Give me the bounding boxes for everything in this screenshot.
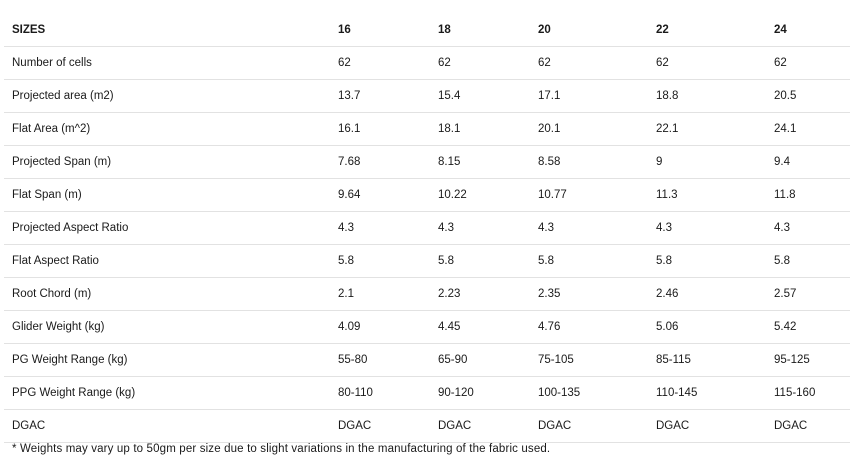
table-cell: 22.1: [648, 113, 766, 146]
table-row: [4, 47, 850, 80]
table-cell: 4.3: [430, 212, 530, 245]
table-cell: 2.1: [330, 278, 430, 311]
table-body: [4, 47, 850, 443]
table-cell: 4.3: [530, 212, 648, 245]
table-cell: DGAC: [430, 410, 530, 443]
table-cell: 5.8: [430, 245, 530, 278]
header-size-16: 16: [330, 14, 430, 47]
table-cell: 16.1: [330, 113, 430, 146]
table-cell: 75-105: [530, 344, 648, 377]
table-cell: 13.7: [330, 80, 430, 113]
table-cell: 62: [430, 47, 530, 80]
table-row: [4, 80, 850, 113]
table-row: [4, 179, 850, 212]
table-cell: 20.5: [766, 80, 850, 113]
table-cell: 9.64: [330, 179, 430, 212]
header-size-18: 18: [430, 14, 530, 47]
header-size-22: 22: [648, 14, 766, 47]
table-cell: 20.1: [530, 113, 648, 146]
table-row: [4, 212, 850, 245]
table-cell: 5.8: [330, 245, 430, 278]
table-cell: 18.8: [648, 80, 766, 113]
table-cell: 62: [648, 47, 766, 80]
table-cell: 2.57: [766, 278, 850, 311]
header-size-24: 24: [766, 14, 850, 47]
table-row: [4, 377, 850, 410]
size-spec-table: [4, 14, 850, 443]
table-cell: 2.46: [648, 278, 766, 311]
table-cell: 24.1: [766, 113, 850, 146]
table-cell: 4.76: [530, 311, 648, 344]
table-cell: 4.45: [430, 311, 530, 344]
row-label: Projected Aspect Ratio: [4, 212, 330, 245]
table-cell: 2.35: [530, 278, 648, 311]
table-cell: 65-90: [430, 344, 530, 377]
table-cell: DGAC: [530, 410, 648, 443]
table-row: [4, 410, 850, 443]
table-cell: 5.06: [648, 311, 766, 344]
table-header-row: [4, 14, 850, 47]
table-cell: DGAC: [766, 410, 850, 443]
table-cell: 10.22: [430, 179, 530, 212]
row-label: Root Chord (m): [4, 278, 330, 311]
table-cell: 4.3: [766, 212, 850, 245]
table-row: [4, 311, 850, 344]
header-size-20: 20: [530, 14, 648, 47]
table-row: [4, 146, 850, 179]
table-cell: 80-110: [330, 377, 430, 410]
table-row: [4, 245, 850, 278]
header-sizes: SIZES: [4, 14, 330, 47]
table-cell: 8.58: [530, 146, 648, 179]
table-cell: 2.23: [430, 278, 530, 311]
row-label: Projected area (m2): [4, 80, 330, 113]
table-cell: 90-120: [430, 377, 530, 410]
row-label: PG Weight Range (kg): [4, 344, 330, 377]
table-cell: 4.3: [648, 212, 766, 245]
table-cell: 5.8: [648, 245, 766, 278]
table-cell: 62: [766, 47, 850, 80]
table-cell: 110-145: [648, 377, 766, 410]
table-cell: 100-135: [530, 377, 648, 410]
table-cell: 7.68: [330, 146, 430, 179]
row-label: Flat Span (m): [4, 179, 330, 212]
table-cell: 115-160: [766, 377, 850, 410]
row-label: Flat Area (m^2): [4, 113, 330, 146]
table-row: [4, 113, 850, 146]
table-cell: 9.4: [766, 146, 850, 179]
table-cell: 5.8: [766, 245, 850, 278]
table-cell: 95-125: [766, 344, 850, 377]
table-cell: 4.09: [330, 311, 430, 344]
table-cell: 85-115: [648, 344, 766, 377]
table-cell: 55-80: [330, 344, 430, 377]
table-cell: 62: [330, 47, 430, 80]
row-label: DGAC: [4, 410, 330, 443]
table-row: [4, 344, 850, 377]
table-cell: 11.3: [648, 179, 766, 212]
table-cell: 18.1: [430, 113, 530, 146]
table-cell: 8.15: [430, 146, 530, 179]
table-cell: 17.1: [530, 80, 648, 113]
table-cell: 15.4: [430, 80, 530, 113]
table-row: [4, 278, 850, 311]
table-cell: 11.8: [766, 179, 850, 212]
row-label: Flat Aspect Ratio: [4, 245, 330, 278]
table-cell: 9: [648, 146, 766, 179]
table-cell: DGAC: [648, 410, 766, 443]
table-cell: 62: [530, 47, 648, 80]
row-label: Projected Span (m): [4, 146, 330, 179]
row-label: Glider Weight (kg): [4, 311, 330, 344]
table-cell: 10.77: [530, 179, 648, 212]
weight-footnote: * Weights may vary up to 50gm per size due to slight variations in the manufacturing of the fabric used.: [12, 443, 551, 455]
table-cell: 4.3: [330, 212, 430, 245]
row-label: PPG Weight Range (kg): [4, 377, 330, 410]
table-cell: 5.42: [766, 311, 850, 344]
table-cell: DGAC: [330, 410, 430, 443]
row-label: Number of cells: [4, 47, 330, 80]
table-cell: 5.8: [530, 245, 648, 278]
